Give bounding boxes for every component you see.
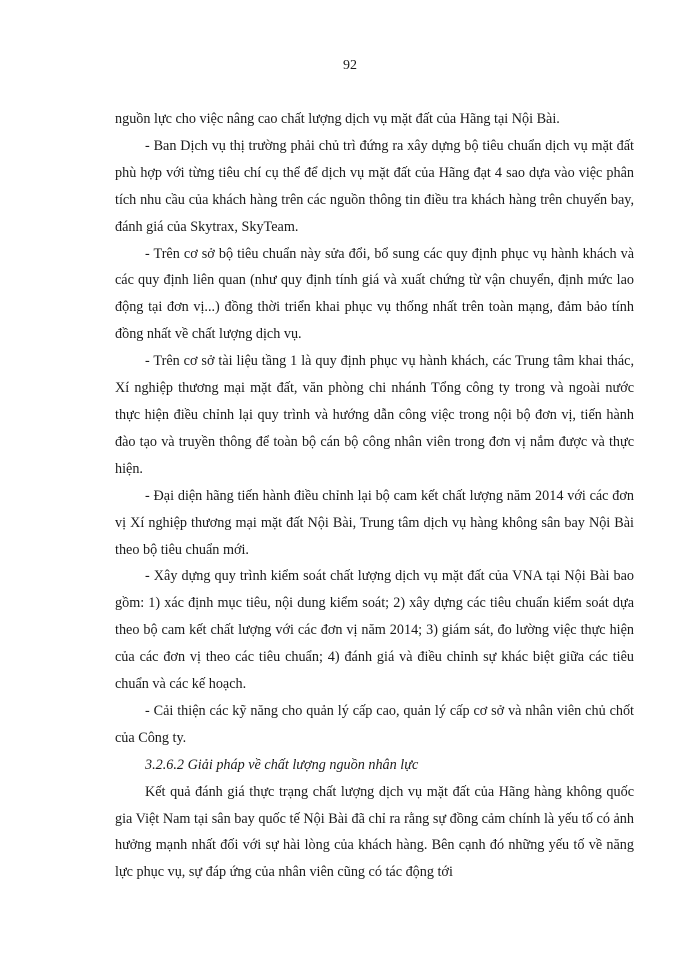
paragraph-skills-improvement: - Cải thiện các kỹ năng cho quản lý cấp cao, quản lý cấp cơ sở và nhân viên chủ chốt của Công ty. bbox=[115, 702, 634, 746]
page-number: 92 bbox=[343, 58, 357, 73]
section-heading: 3.2.6.2 Giải pháp về chất lượng nguồn nhân lực bbox=[145, 756, 419, 773]
paragraph-quality-control-process: - Xây dựng quy trình kiểm soát chất lượng dịch vụ mặt đất của VNA tại Nội Bài bao gồm: 1) xác định mục tiêu, nội dung kiểm soát; 2) xây dựng các tiêu chuẩn kiểm soát dựa theo bộ cam kết chất lượng với các đơn vị năm 2014; 3) giám sát, đo lường việc thực hiện của các đơn vị theo các tiêu chuẩn; 4) đánh giá và điều chỉnh sự khác biệt giữa các tiêu chuẩn và các kế hoạch. bbox=[115, 568, 634, 693]
paragraph-continuation: nguồn lực cho việc nâng cao chất lượng dịch vụ mặt đất của Hãng tại Nội Bài. bbox=[115, 111, 560, 127]
paragraph-regulation-amendments: - Trên cơ sở bộ tiêu chuẩn này sửa đổi, bổ sung các quy định phục vụ hành khách và các quy định liên quan (như quy định tính giá và xuất chứng từ vận chuyển, định mức lao động tại đơn vị...) đồng thời triển khai phục vụ thống nhất trên toàn mạng, đảm bảo tính đồng nhất về chất lượng dịch vụ. bbox=[115, 245, 634, 343]
paragraph-unit-procedures: - Trên cơ sở tài liệu tầng 1 là quy định phục vụ hành khách, các Trung tâm khai thác, Xí nghiệp thương mại mặt đất, văn phòng chi nhánh Tổng công ty trong và ngoài nước thực hiện điều chỉnh lại quy trình và hướng dẫn công việc trong nội bộ đơn vị, tiến hành đào tạo và truyền thông để toàn bộ cán bộ công nhân viên trong đơn vị nắm được và thực hiện. bbox=[115, 353, 634, 477]
body-text bbox=[115, 106, 634, 886]
paragraph-service-standards: - Ban Dịch vụ thị trường phải chủ trì đứng ra xây dựng bộ tiêu chuẩn dịch vụ mặt đất phù hợp với từng tiêu chí cụ thể để dịch vụ mặt đất của Hãng đạt 4 sao dựa vào việc phân tích nhu cầu của khách hàng trên các nguồn thông tin điều tra khách hàng trên chuyến bay, đánh giá của Skytrax, SkyTeam. bbox=[115, 137, 634, 235]
paragraph-quality-commitment: - Đại diện hãng tiến hành điều chỉnh lại bộ cam kết chất lượng năm 2014 với các đơn vị Xí nghiệp thương mại mặt đất Nội Bài, Trung tâm dịch vụ hàng không sân bay Nội Bài theo bộ tiêu chuẩn mới. bbox=[115, 487, 634, 558]
paragraph-assessment-results: Kết quả đánh giá thực trạng chất lượng dịch vụ mặt đất của Hãng hàng không quốc gia Việt Nam tại sân bay quốc tế Nội Bài đã chỉ ra rằng sự đồng cảm chính là yếu tố có ảnh hưởng mạnh nhất đối với sự hài lòng của khách hàng. Bên cạnh đó những yếu tố về năng lực phục vụ, sự đáp ứng của nhân viên cũng có tác động tới bbox=[115, 783, 634, 881]
